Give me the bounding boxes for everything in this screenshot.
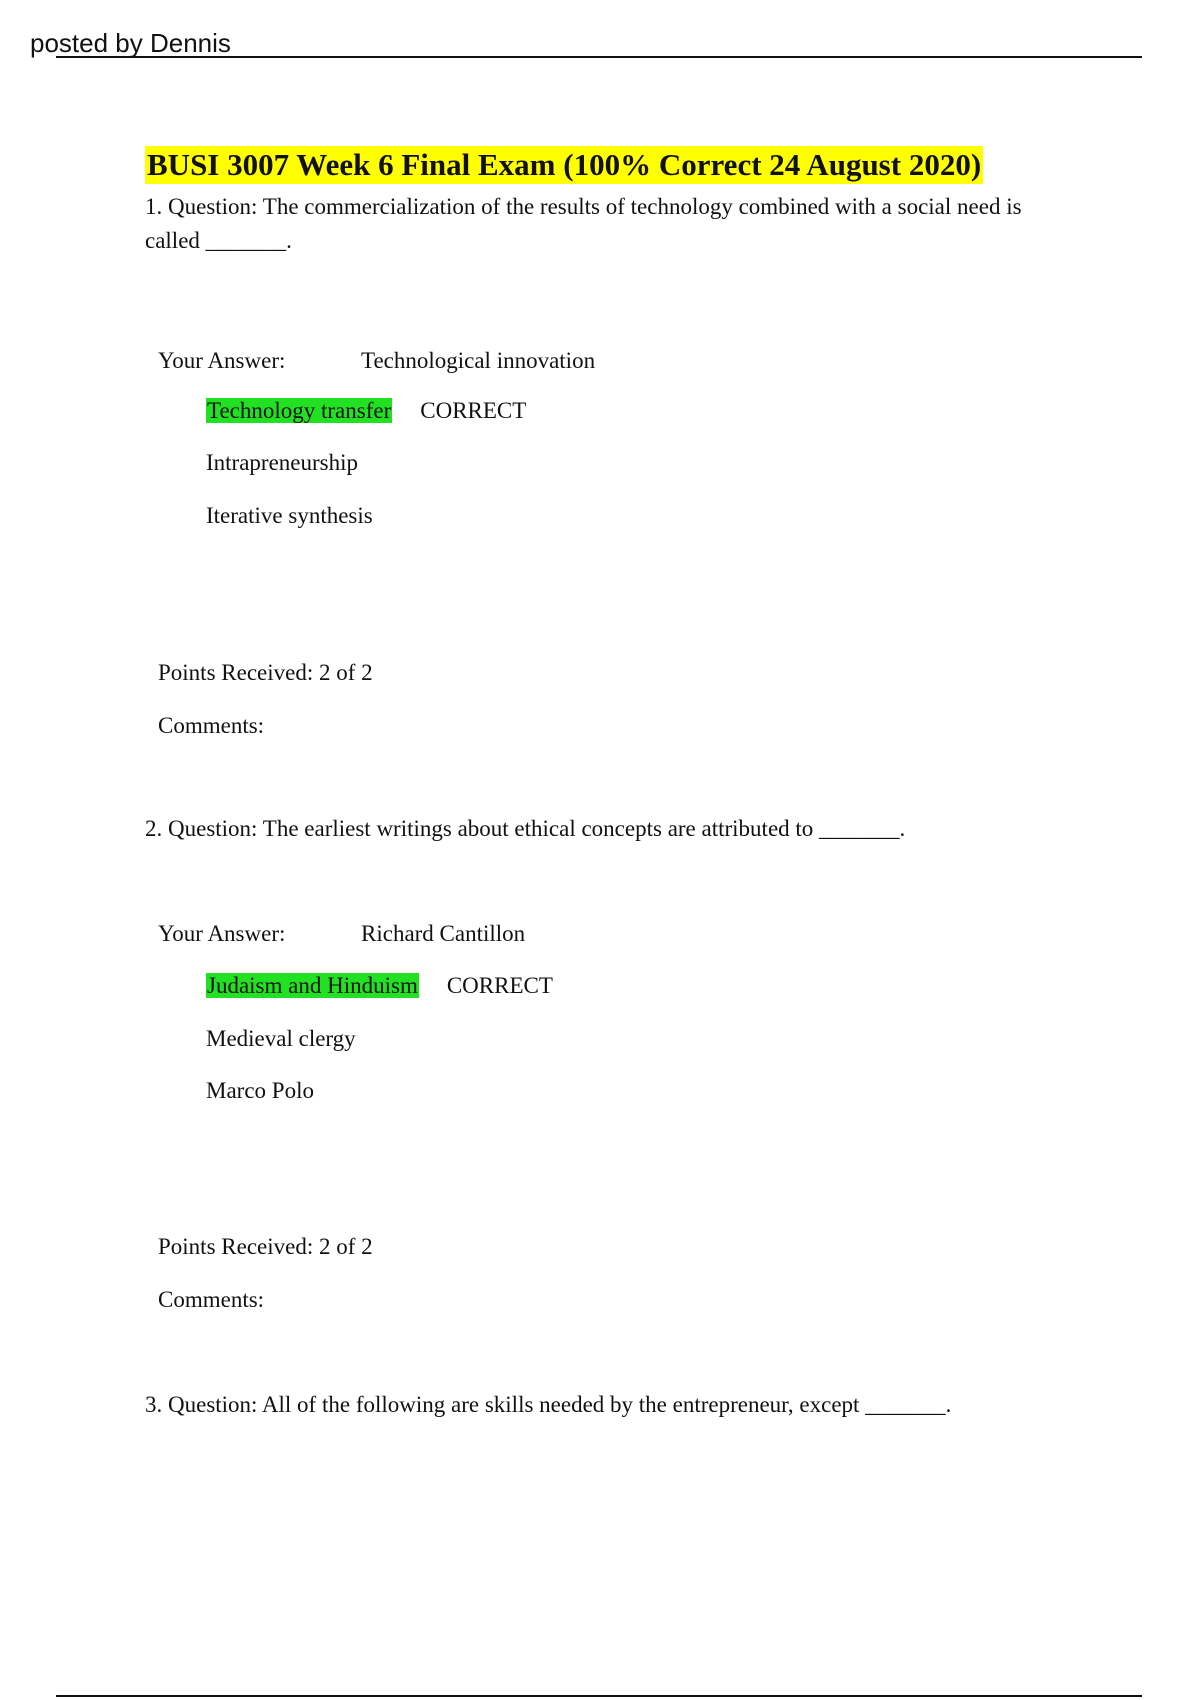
exam-title: BUSI 3007 Week 6 Final Exam (100% Correct 24 August 2020) (147, 147, 982, 182)
question-1-option-3: Intrapreneurship (206, 450, 358, 475)
question-3-text: 3. Question: All of the following are skills needed by the entrepreneur, except _______. (145, 1392, 952, 1417)
question-1-option-4: Iterative synthesis (206, 503, 373, 528)
question-1-option-2-row (206, 397, 526, 425)
footer-divider (56, 1695, 1142, 1697)
question-2-text: 2. Question: The earliest writings about ethical concepts are attributed to _______. (145, 816, 906, 841)
question-2-option-2-row (206, 972, 553, 1000)
question-1-correct-mark: CORRECT (420, 398, 527, 423)
question-2-option-1: Richard Cantillon (361, 921, 526, 946)
question-2-your-answer-label: Your Answer: (158, 921, 286, 946)
question-1-points: Points Received: 2 of 2 (158, 660, 373, 685)
question-2-points: Points Received: 2 of 2 (158, 1234, 373, 1259)
question-2-option-3: Medieval clergy (206, 1026, 356, 1051)
header-divider (56, 56, 1142, 58)
posted-by-header: posted by Dennis (30, 28, 231, 58)
question-1-text: 1. Question: The commercialization of the results of technology combined with a social need is called _______. (145, 194, 1022, 253)
question-1-correct-option: Technology transfer (207, 398, 392, 423)
question-1-comments: Comments: (158, 713, 265, 738)
question-1-your-answer-label: Your Answer: (158, 348, 286, 373)
question-2-comments: Comments: (158, 1287, 265, 1312)
question-1-option-1: Technological innovation (361, 348, 596, 373)
question-2-option-4: Marco Polo (206, 1078, 314, 1103)
question-2-correct-mark: CORRECT (446, 973, 553, 998)
question-2-correct-option: Judaism and Hinduism (207, 973, 418, 998)
